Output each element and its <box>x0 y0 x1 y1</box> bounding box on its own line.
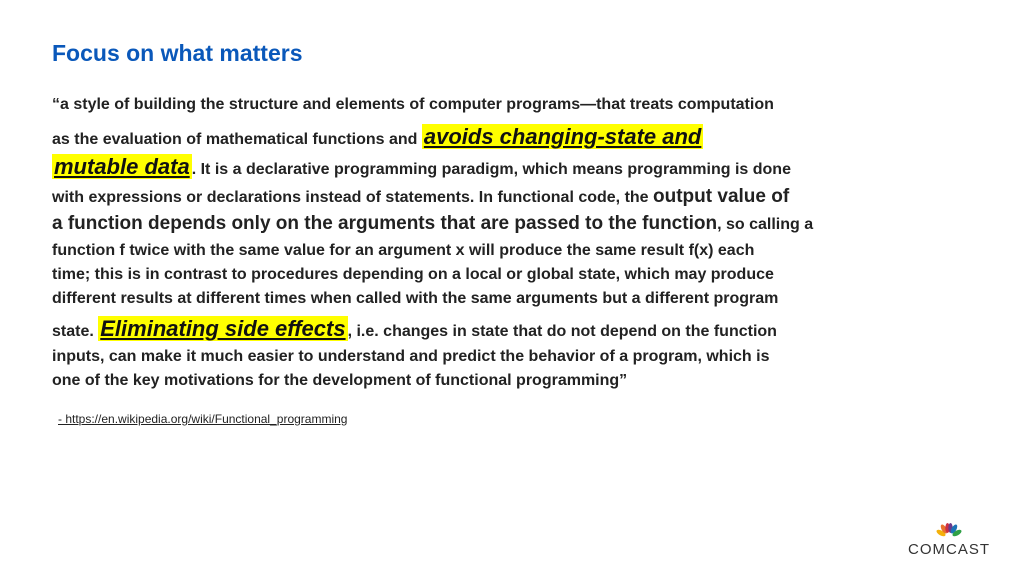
quote-text: function f twice with the same value for an argument x will produce the same result f(x) each <box>52 242 755 259</box>
slide-title: Focus on what matters <box>52 40 303 66</box>
highlighted-phrase: avoids changing-state and <box>423 124 702 149</box>
quote-text: “a style of building the structure and elements of computer programs—that treats computation <box>52 96 774 113</box>
quote-text: . It is a declarative programming paradigm, which means programming is done <box>191 161 791 178</box>
peacock-icon <box>936 523 962 539</box>
source-link[interactable]: - https://en.wikipedia.org/wiki/Functional_programming <box>58 412 348 426</box>
quote-text: , i.e. changes in state that do not depend on the function <box>347 323 777 340</box>
quote-text: with expressions or declarations instead of statements. In functional code, the <box>52 189 654 206</box>
highlighted-phrase: mutable data <box>54 154 190 179</box>
quote-line <box>52 290 778 308</box>
quote-line <box>52 186 789 208</box>
quote-line <box>52 124 703 150</box>
emphasized-phrase: output value of <box>653 186 790 207</box>
quote-text: state. <box>52 323 99 340</box>
quote-line <box>52 96 774 114</box>
highlighted-phrase: Eliminating side effects <box>100 316 346 341</box>
quote-text: one of the key motivations for the development of functional programming” <box>52 372 628 389</box>
quote-line <box>52 242 754 260</box>
quote-text: , so calling a <box>717 216 814 233</box>
quote-line <box>52 316 777 342</box>
quote-text: inputs, can make it much easier to understand and predict the behavior of a program, which is <box>52 348 770 365</box>
quote-line <box>52 213 813 235</box>
quote-line <box>52 372 627 390</box>
emphasized-phrase: a function depends only on the arguments that are passed to the function <box>52 213 718 234</box>
quote-line <box>52 154 791 180</box>
quote-text: as the evaluation of mathematical functions and <box>52 131 422 148</box>
quote-text: different results at different times when called with the same arguments but a different program <box>52 290 779 307</box>
comcast-logo <box>908 523 990 558</box>
quote-line <box>52 266 774 284</box>
quote-line <box>52 348 769 366</box>
quote-text: time; this is in contrast to procedures depending on a local or global state, which may produce <box>52 266 774 283</box>
logo-text: COMCAST <box>908 541 990 558</box>
